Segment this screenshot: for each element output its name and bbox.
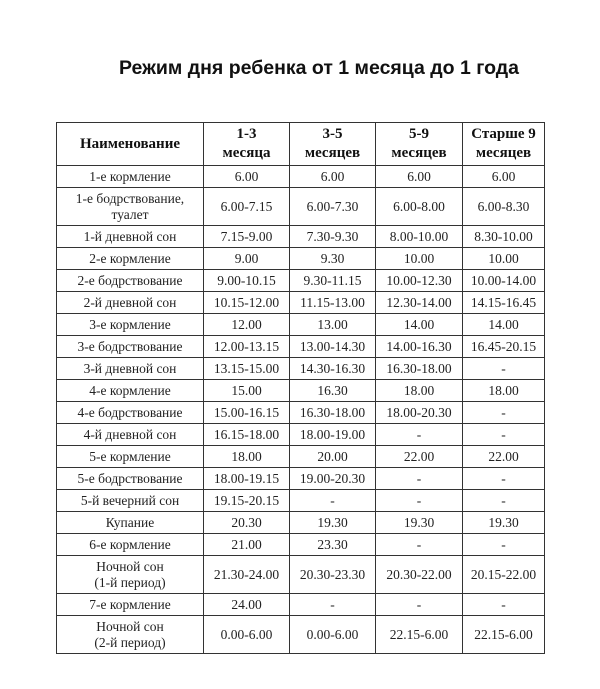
time-cell: 21.30-24.00 xyxy=(204,556,290,594)
activity-name-cell xyxy=(57,594,204,616)
table-row xyxy=(57,534,545,556)
time-cell: 18.00-19.15 xyxy=(204,468,290,490)
header-3-5-months: 3-5 месяцев xyxy=(290,123,376,166)
time-cell: 7.15-9.00 xyxy=(204,226,290,248)
activity-name-cell xyxy=(57,226,204,248)
time-cell: - xyxy=(376,534,463,556)
table-row xyxy=(57,188,545,226)
time-cell: 20.30-23.30 xyxy=(290,556,376,594)
time-cell: 16.30-18.00 xyxy=(290,402,376,424)
activity-name: Ночной сон xyxy=(96,618,164,634)
time-cell: - xyxy=(463,424,545,446)
time-cell: 20.30-22.00 xyxy=(376,556,463,594)
time-cell: - xyxy=(376,594,463,616)
time-cell: 10.00-12.30 xyxy=(376,270,463,292)
activity-name-cell xyxy=(57,446,204,468)
time-cell: 10.15-12.00 xyxy=(204,292,290,314)
time-cell: 23.30 xyxy=(290,534,376,556)
activity-name-line2: (1-й период) xyxy=(94,574,166,590)
time-cell: 0.00-6.00 xyxy=(290,616,376,654)
activity-name: 2-е кормление xyxy=(89,250,171,266)
time-cell: 8.00-10.00 xyxy=(376,226,463,248)
table-row xyxy=(57,594,545,616)
activity-name-cell xyxy=(57,358,204,380)
time-cell: 18.00 xyxy=(376,380,463,402)
table-header-row xyxy=(57,123,545,166)
time-cell: 18.00 xyxy=(204,446,290,468)
activity-name-cell xyxy=(57,314,204,336)
table-row xyxy=(57,226,545,248)
time-cell: 6.00 xyxy=(463,166,545,188)
activity-name: 5-е бодрствование xyxy=(77,470,183,486)
activity-name-cell xyxy=(57,380,204,402)
time-cell: 16.30 xyxy=(290,380,376,402)
time-cell: 9.00 xyxy=(204,248,290,270)
time-cell: 24.00 xyxy=(204,594,290,616)
time-cell: 6.00 xyxy=(204,166,290,188)
time-cell: - xyxy=(463,358,545,380)
activity-name: 3-е бодрствование xyxy=(77,338,183,354)
time-cell: 13.00-14.30 xyxy=(290,336,376,358)
time-cell: - xyxy=(463,402,545,424)
time-cell: 13.15-15.00 xyxy=(204,358,290,380)
activity-name: 3-й дневной сон xyxy=(83,360,177,376)
time-cell: 22.00 xyxy=(376,446,463,468)
time-cell: 9.30-11.15 xyxy=(290,270,376,292)
time-cell: 16.30-18.00 xyxy=(376,358,463,380)
time-cell: 6.00-8.00 xyxy=(376,188,463,226)
activity-name-cell xyxy=(57,534,204,556)
schedule-table xyxy=(56,122,545,654)
table-row xyxy=(57,292,545,314)
activity-name-cell xyxy=(57,490,204,512)
activity-name: Ночной сон xyxy=(96,558,164,574)
time-cell: 9.30 xyxy=(290,248,376,270)
activity-name: 1-е кормление xyxy=(89,168,171,184)
activity-name-line2: туалет xyxy=(111,206,149,222)
time-cell: - xyxy=(376,490,463,512)
activity-name: 3-е кормление xyxy=(89,316,171,332)
table-row xyxy=(57,270,545,292)
time-cell: 15.00 xyxy=(204,380,290,402)
time-cell: 6.00-7.30 xyxy=(290,188,376,226)
time-cell: 22.15-6.00 xyxy=(463,616,545,654)
time-cell: 6.00-8.30 xyxy=(463,188,545,226)
time-cell: 19.00-20.30 xyxy=(290,468,376,490)
activity-name-cell xyxy=(57,616,204,654)
time-cell: 20.00 xyxy=(290,446,376,468)
table-row xyxy=(57,616,545,654)
table-row xyxy=(57,358,545,380)
activity-name-cell xyxy=(57,270,204,292)
time-cell: 10.00-14.00 xyxy=(463,270,545,292)
time-cell: 20.30 xyxy=(204,512,290,534)
time-cell: 16.15-18.00 xyxy=(204,424,290,446)
time-cell: - xyxy=(463,468,545,490)
time-cell: 12.00-13.15 xyxy=(204,336,290,358)
activity-name: 4-й дневной сон xyxy=(83,426,177,442)
table-row xyxy=(57,512,545,534)
activity-name: 1-й дневной сон xyxy=(83,228,177,244)
time-cell: 9.00-10.15 xyxy=(204,270,290,292)
table-row xyxy=(57,424,545,446)
time-cell: - xyxy=(290,594,376,616)
table-row xyxy=(57,556,545,594)
table-row xyxy=(57,314,545,336)
time-cell: 13.00 xyxy=(290,314,376,336)
activity-name: 4-е бодрствование xyxy=(77,404,183,420)
table-row xyxy=(57,402,545,424)
time-cell: 14.00-16.30 xyxy=(376,336,463,358)
time-cell: 8.30-10.00 xyxy=(463,226,545,248)
table-row xyxy=(57,248,545,270)
activity-name: 1-е бодрствование, xyxy=(75,190,185,206)
activity-name-cell xyxy=(57,468,204,490)
time-cell: 21.00 xyxy=(204,534,290,556)
activity-name-cell xyxy=(57,166,204,188)
activity-name: 5-й вечерний сон xyxy=(80,492,180,508)
header-5-9-months: 5-9 месяцев xyxy=(376,123,463,166)
time-cell: 0.00-6.00 xyxy=(204,616,290,654)
time-cell: 19.30 xyxy=(463,512,545,534)
activity-name-cell xyxy=(57,402,204,424)
time-cell: - xyxy=(376,468,463,490)
time-cell: 7.30-9.30 xyxy=(290,226,376,248)
time-cell: 19.30 xyxy=(376,512,463,534)
time-cell: 19.30 xyxy=(290,512,376,534)
activity-name-cell xyxy=(57,292,204,314)
time-cell: 12.00 xyxy=(204,314,290,336)
time-cell: 10.00 xyxy=(376,248,463,270)
time-cell: - xyxy=(376,424,463,446)
time-cell: 18.00 xyxy=(463,380,545,402)
activity-name-cell xyxy=(57,512,204,534)
time-cell: - xyxy=(463,490,545,512)
page-title: Режим дня ребенка от 1 месяца до 1 года xyxy=(119,57,519,79)
activity-name: 4-е кормление xyxy=(89,382,171,398)
time-cell: 19.15-20.15 xyxy=(204,490,290,512)
table-row xyxy=(57,446,545,468)
time-cell: 18.00-20.30 xyxy=(376,402,463,424)
time-cell: 6.00 xyxy=(290,166,376,188)
activity-name-line2: (2-й период) xyxy=(94,634,166,650)
time-cell: 6.00 xyxy=(376,166,463,188)
table-row xyxy=(57,336,545,358)
activity-name: 6-е кормление xyxy=(89,536,171,552)
time-cell: 18.00-19.00 xyxy=(290,424,376,446)
time-cell: - xyxy=(290,490,376,512)
activity-name-cell xyxy=(57,188,204,226)
time-cell: 12.30-14.00 xyxy=(376,292,463,314)
table-row xyxy=(57,380,545,402)
header-name: Наименование xyxy=(57,123,204,166)
time-cell: 14.30-16.30 xyxy=(290,358,376,380)
activity-name-cell xyxy=(57,556,204,594)
activity-name: 2-е бодрствование xyxy=(77,272,183,288)
activity-name-cell xyxy=(57,248,204,270)
time-cell: 22.00 xyxy=(463,446,545,468)
table-row xyxy=(57,468,545,490)
time-cell: 15.00-16.15 xyxy=(204,402,290,424)
activity-name-cell xyxy=(57,424,204,446)
activity-name: 7-е кормление xyxy=(89,596,171,612)
time-cell: - xyxy=(463,594,545,616)
activity-name: 5-е кормление xyxy=(89,448,171,464)
header-1-3-months: 1-3 месяца xyxy=(204,123,290,166)
time-cell: 6.00-7.15 xyxy=(204,188,290,226)
time-cell: - xyxy=(463,534,545,556)
activity-name-cell xyxy=(57,336,204,358)
table-row xyxy=(57,166,545,188)
time-cell: 14.00 xyxy=(463,314,545,336)
header-over-9-months: Старше 9 месяцев xyxy=(463,123,545,166)
table-row xyxy=(57,490,545,512)
activity-name: 2-й дневной сон xyxy=(83,294,177,310)
time-cell: 14.00 xyxy=(376,314,463,336)
time-cell: 22.15-6.00 xyxy=(376,616,463,654)
time-cell: 20.15-22.00 xyxy=(463,556,545,594)
time-cell: 16.45-20.15 xyxy=(463,336,545,358)
time-cell: 14.15-16.45 xyxy=(463,292,545,314)
time-cell: 11.15-13.00 xyxy=(290,292,376,314)
activity-name: Купание xyxy=(105,514,155,530)
time-cell: 10.00 xyxy=(463,248,545,270)
